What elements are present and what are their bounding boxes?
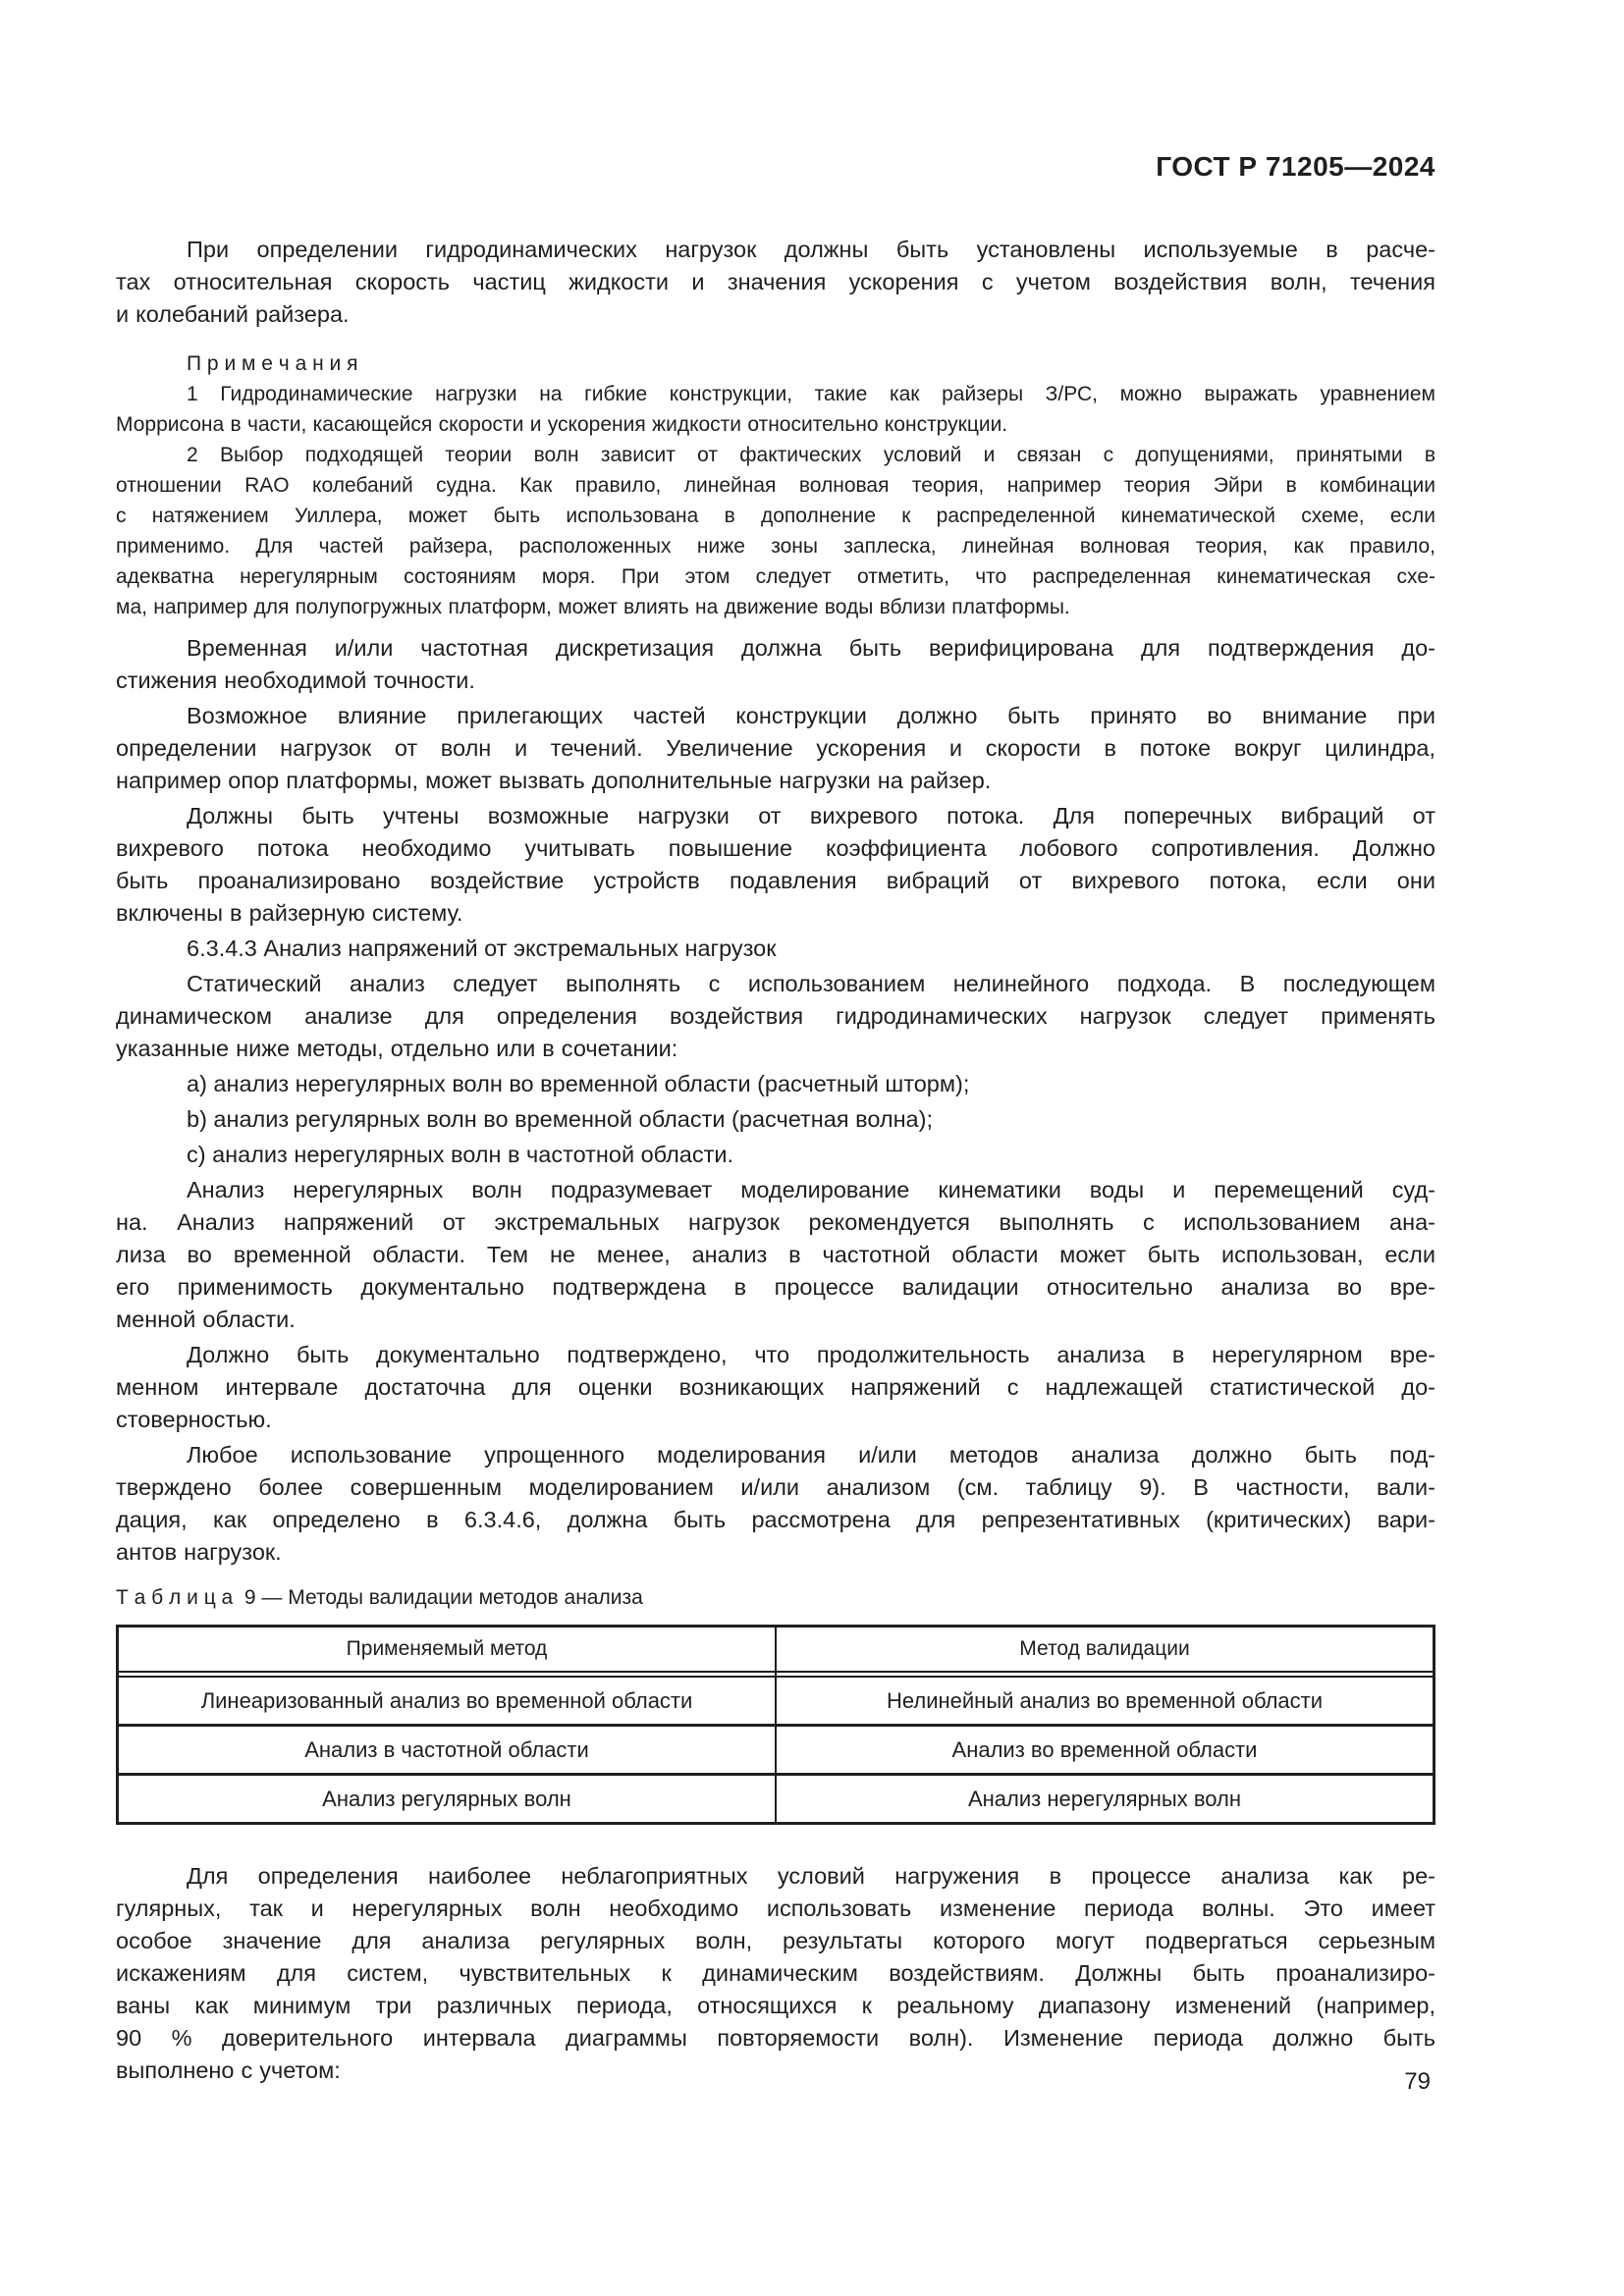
table-header-cell: Метод валидации [1019,1637,1190,1660]
note-line: отношении RAO колебаний судна. Как правило, линейная волновая теория, например теория Эйри в комбинации [116,474,1435,497]
table-row [119,1678,1433,1724]
paragraph-line: динамическом анализе для определения воздействия гидродинамических нагрузок следует применять [116,1003,1435,1029]
paragraph-line: 90 % доверительного интервала диаграммы повторяемости волн). Изменение периода должно быть [116,2025,1435,2051]
paragraph [116,1174,1435,1336]
paragraph-line: дация, как определено в 6.3.4.6, должна быть рассмотрена для репрезентативных (критических) вари- [116,1507,1435,1532]
note-line: ма, например для полупогружных платформ, может влиять на движение воды вблизи платформы. [116,596,1070,618]
note [116,379,1435,440]
table-cell: Анализ нерегулярных волн [967,1786,1242,1811]
paragraph-line: Для определения наиболее неблагоприятных условий нагружения в процессе анализа как ре- [187,1863,1435,1889]
paragraph-line: выполнено с учетом: [116,2057,341,2083]
paragraph-line: Любое использование упрощенного моделирования и/или методов анализа должно быть под- [187,1442,1435,1468]
table-cell: Анализ регулярных волн [119,1776,777,1822]
paragraph-line: быть проанализировано воздействие устройств подавления вибраций от вихревого потока, если они [116,868,1435,893]
paragraph [116,1339,1435,1436]
paragraph-line: менной области. [116,1307,296,1332]
paragraph-line: и колебаний райзера. [116,301,350,327]
paragraph [116,800,1435,930]
note-line: 1 Гидродинамические нагрузки на гибкие конструкции, такие как райзеры З/РС, можно выражать уравнением [187,383,1435,405]
paragraph-line: Статический анализ следует выполнять с использованием нелинейного подхода. В последующем [187,971,1435,996]
list-item: b) анализ регулярных волн во временной области (расчетная волна); [187,1106,933,1132]
note-line: с натяжением Уиллера, может быть использована в дополнение к распределенной кинематической схеме, если [116,505,1435,527]
paragraph-line: включены в райзерную систему. [116,900,463,926]
paragraph-line: Должны быть учтены возможные нагрузки от вихревого потока. Для поперечных вибраций от [187,803,1435,828]
paragraph-line: менном интервале достаточна для оценки возникающих напряжений с надлежащей статистической до- [116,1374,1435,1400]
list-item: а) анализ нерегулярных волн во временной области (расчетный шторм); [187,1071,970,1096]
validation-table [116,1625,1435,1825]
paragraph-line: вихревого потока необходимо учитывать повышение коэффициента лобового сопротивления. Должно [116,835,1435,861]
standard-designation-header: ГОСТ Р 71205—2024 [1156,151,1435,182]
note-line: Моррисона в части, касающейся скорости и ускорения жидкости относительно конструкции. [116,413,1008,436]
table-row [119,1773,1433,1822]
paragraph-line: Анализ нерегулярных волн подразумевает моделирование кинематики воды и перемещений суд- [187,1177,1435,1202]
separator-cell [119,1673,777,1676]
paragraph-line: на. Анализ напряжений от экстремальных нагрузок рекомендуется выполнять с использованием ана- [116,1209,1435,1235]
paragraph-line: тах относительная скорость частиц жидкости и значения ускорения с учетом воздействия волн, течения [116,269,1435,294]
table-cell: Анализ во временной области [951,1736,1258,1762]
table-title: Т а б л и ц а 9 — Методы валидации методов анализа [116,1586,643,1609]
table-header-separator [119,1671,1433,1678]
paragraph-line: ваны как минимум три различных периода, относящихся к реальному диапазону изменений (например, [116,1993,1435,2018]
paragraph-line: определении нагрузок от волн и течений. Увеличение ускорения и скорости в потоке вокруг цилиндра, [116,735,1435,761]
paragraph [116,700,1435,797]
paragraph-line: лиза во временной области. Тем не менее, анализ в частотной области может быть использован, если [116,1242,1435,1267]
paragraph-line: стоверностью. [116,1407,272,1432]
paragraph-line: особое значение для анализа регулярных волн, результаты которого могут подвергаться серьезным [116,1928,1435,1953]
paragraph-line: Возможное влияние прилегающих частей конструкции должно быть принято во внимание при [187,703,1435,728]
table-cell: Нелинейный анализ во временной области [886,1687,1324,1713]
paragraph-line: тверждено более совершенным моделированием и/или анализом (см. таблицу 9). В частности, вали- [116,1474,1435,1500]
table-row [119,1724,1433,1773]
paragraph [116,234,1435,331]
paragraph [116,1439,1435,1569]
notes-label: П р и м е ч а н и я [187,352,358,375]
paragraph [116,968,1435,1065]
paragraph [116,1860,1435,2087]
table-header-cell: Применяемый метод [119,1628,777,1671]
table-cell: Линеаризованный анализ во временной области [119,1678,777,1724]
paragraph-line: указанные ниже методы, отдельно или в сочетании: [116,1036,678,1061]
section-heading: 6.3.4.3 Анализ напряжений от экстремальных нагрузок [187,935,777,961]
paragraph-line: При определении гидродинамических нагрузок должны быть установлены используемые в расче- [187,237,1435,262]
paragraph-line: антов нагрузок. [116,1539,282,1565]
table-header-row [119,1628,1433,1671]
table-cell: Анализ в частотной области [119,1727,777,1773]
paragraph-line: Должно быть документально подтверждено, что продолжительность анализа в нерегулярном вре- [187,1342,1435,1367]
paragraph [116,622,1435,697]
note-line: применимо. Для частей райзера, расположенных ниже зоны заплеска, линейная волновая теория, как правило, [116,535,1435,558]
note-line: адекватна нерегулярным состояниям моря. При этом следует отметить, что распределенная кинематическая схе- [116,565,1435,588]
separator-cell [777,1673,1433,1676]
note-line: 2 Выбор подходящей теории волн зависит от фактических условий и связан с допущениями, принятыми в [187,444,1435,466]
paragraph-line: Временная и/или частотная дискретизация должна быть верифицирована для подтверждения до- [187,635,1435,661]
paragraph-line: например опор платформы, может вызвать дополнительные нагрузки на райзер. [116,768,992,793]
paragraph-line: искажениям для систем, чувствительных к динамическим воздействиям. Должны быть проанализиро- [116,1960,1435,1986]
paragraph-line: его применимость документально подтверждена в процессе валидации относительно анализа во вре- [116,1274,1435,1300]
list-item: c) анализ нерегулярных волн в частотной области. [187,1142,734,1167]
paragraph-line: стижения необходимой точности. [116,667,475,693]
note [116,440,1435,622]
document-body [116,234,1435,2087]
paragraph-line: гулярных, так и нерегулярных волн необходимо использовать изменение периода волны. Это имеет [116,1896,1435,1921]
page-number: 79 [1404,2068,1431,2095]
